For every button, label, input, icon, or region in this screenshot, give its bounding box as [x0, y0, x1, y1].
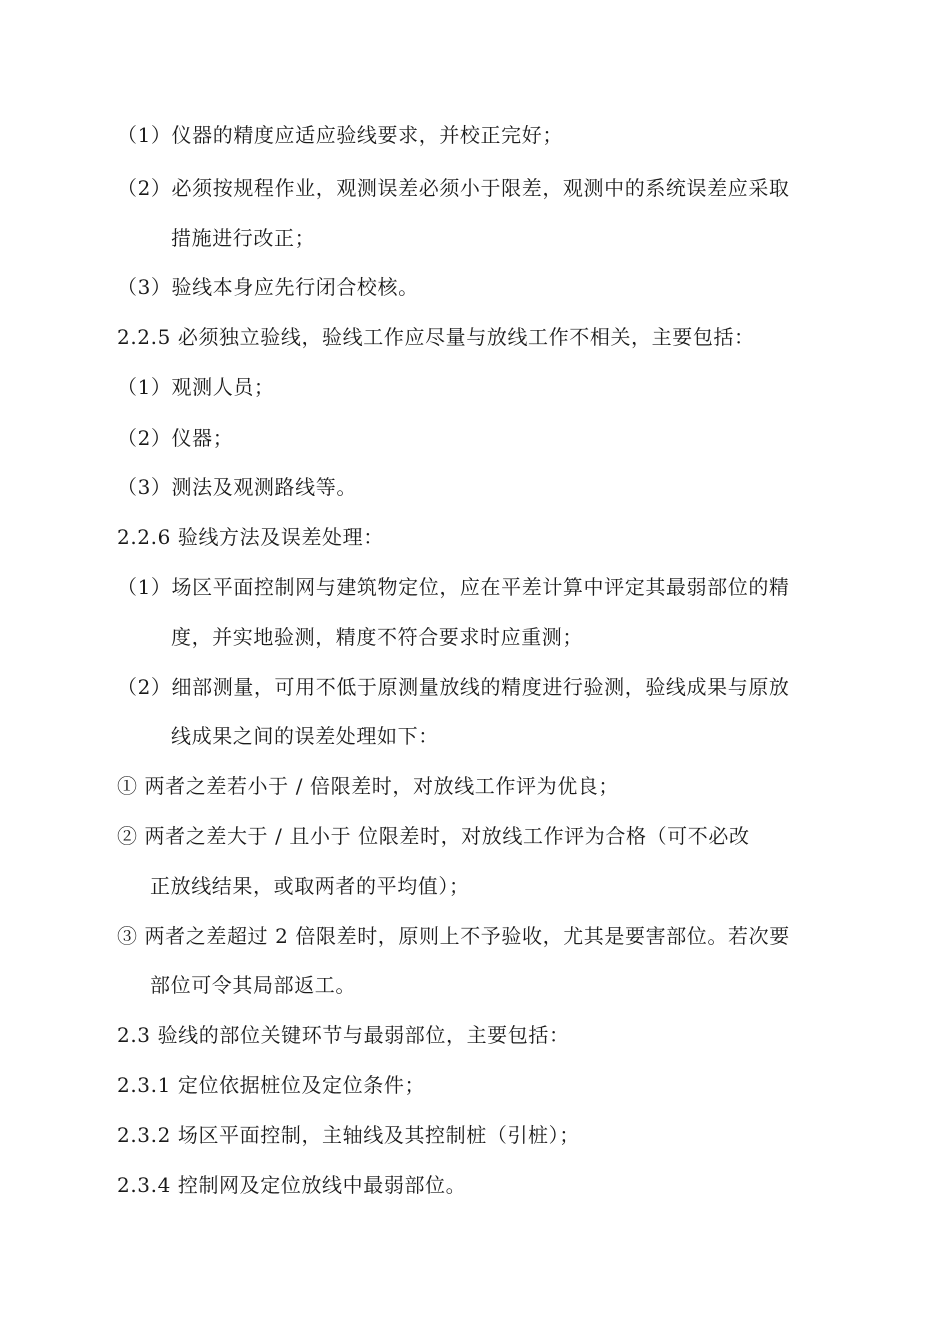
text-line: （1）场区平面控制网与建筑物定位，应在平差计算中评定其最弱部位的精	[117, 575, 790, 599]
section-heading: 2.2.6 验线方法及误差处理：	[117, 525, 384, 549]
section-heading: 2.3.2 场区平面控制，主轴线及其控制桩（引桩）；	[117, 1123, 580, 1147]
section-heading: 2.3 验线的部位关键环节与最弱部位，主要包括：	[117, 1023, 570, 1047]
text-line: ② 两者之差大于 / 且小于 位限差时，对放线工作评为合格（可不必改	[117, 824, 750, 848]
text-line: （3）验线本身应先行闭合校核。	[117, 275, 419, 299]
text-line: （1）仪器的精度应适应验线要求，并校正完好；	[117, 123, 563, 147]
text-line: 部位可令其局部返工。	[150, 973, 356, 997]
text-line: 线成果之间的误差处理如下：	[171, 724, 439, 748]
text-line: （1）观测人员；	[117, 375, 275, 399]
text-line: （2）仪器；	[117, 426, 234, 450]
text-line: （3）测法及观测路线等。	[117, 475, 357, 499]
text-line: ① 两者之差若小于 / 倍限差时，对放线工作评为优良；	[117, 774, 620, 798]
text-line: （2）细部测量，可用不低于原测量放线的精度进行验测，验线成果与原放	[117, 675, 790, 699]
section-heading: 2.3.1 定位依据桩位及定位条件；	[117, 1073, 426, 1097]
text-line: （2）必须按规程作业，观测误差必须小于限差，观测中的系统误差应采取	[117, 176, 790, 200]
text-line: 正放线结果，或取两者的平均值）；	[150, 874, 470, 898]
text-line: ③ 两者之差超过 2 倍限差时，原则上不予验收，尤其是要害部位。若次要	[117, 924, 790, 948]
text-line: 措施进行改正；	[171, 226, 316, 250]
section-heading: 2.2.5 必须独立验线，验线工作应尽量与放线工作不相关，主要包括：	[117, 325, 755, 349]
section-heading: 2.3.4 控制网及定位放线中最弱部位。	[117, 1173, 467, 1197]
text-line: 度，并实地验测，精度不符合要求时应重测；	[171, 625, 583, 649]
